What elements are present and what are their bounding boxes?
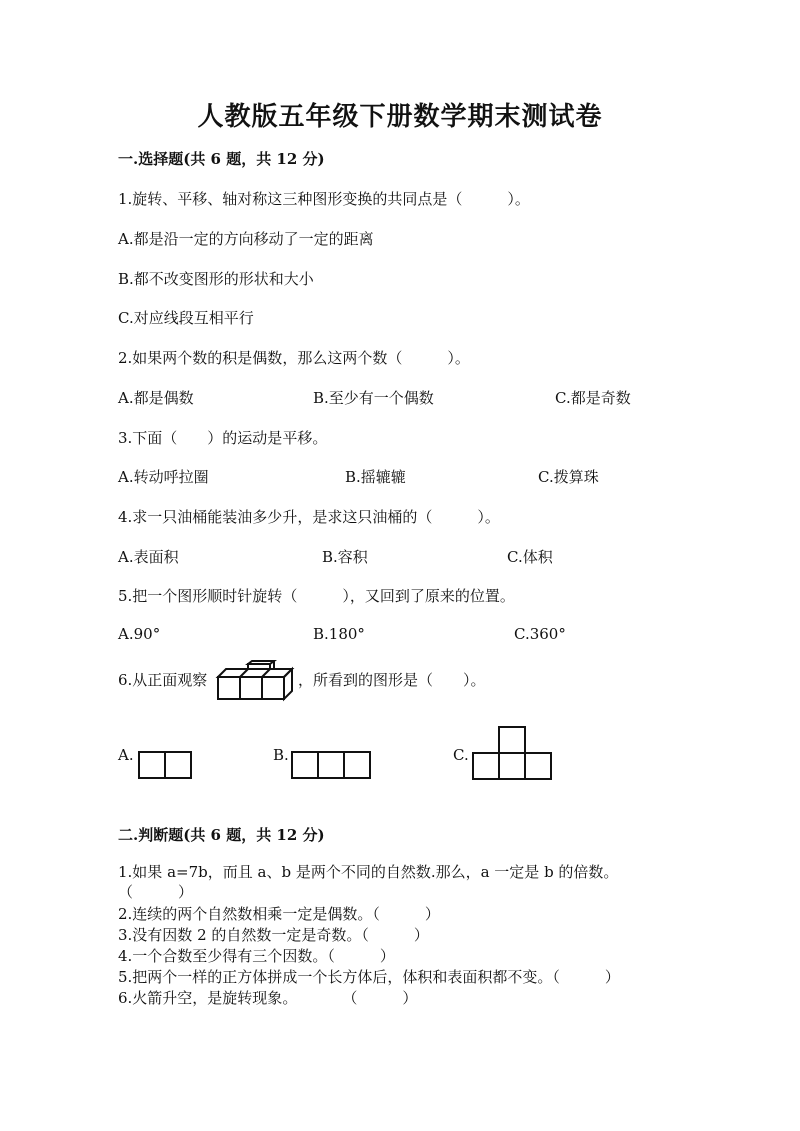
question-4-option-b: B.容积: [322, 548, 368, 566]
question-6-stem-end: ，所看到的图形是（ ）。: [298, 671, 486, 689]
question-6-option-b: B.: [273, 746, 289, 764]
question-1-option-c: C.对应线段互相平行: [118, 309, 254, 327]
question-5-option-a: A.90°: [118, 625, 161, 643]
question-4-stem: 4.求一只油桶能装油多少升，是求这只油桶的（ ）。: [118, 508, 500, 526]
option-b-figure: [291, 751, 371, 779]
cube-stack-figure: [216, 663, 296, 703]
question-4-option-a: A.表面积: [118, 548, 179, 566]
option-a-figure: [138, 751, 192, 779]
question-3-stem: 3.下面（ ）的运动是平移。: [118, 429, 328, 447]
judge-item-4: 4.一个合数至少得有三个因数。（ ）: [118, 947, 395, 965]
section-heading-judgement: 二.判断题(共 6 题，共 12 分): [118, 826, 325, 844]
question-1-option-a: A.都是沿一定的方向移动了一定的距离: [118, 230, 374, 248]
page-title: 人教版五年级下册数学期末测试卷: [197, 102, 603, 132]
judge-item-5: 5.把两个一样的正方体拼成一个长方体后，体积和表面积都不变。（ ）: [118, 968, 620, 986]
question-2-option-b: B.至少有一个偶数: [313, 389, 434, 407]
question-1-stem: 1.旋转、平移、轴对称这三种图形变换的共同点是（ ）。: [118, 190, 530, 208]
question-2-option-a: A.都是偶数: [118, 389, 194, 407]
judge-item-3: 3.没有因数 2 的自然数一定是奇数。（ ）: [118, 926, 429, 944]
section-heading-choice: 一.选择题(共 6 题，共 12 分): [118, 150, 325, 168]
question-5-stem: 5.把一个图形顺时针旋转（ ），又回到了原来的位置。: [118, 587, 515, 605]
judge-item-2: 2.连续的两个自然数相乘一定是偶数。（ ）: [118, 905, 440, 923]
question-5-option-c: C.360°: [514, 625, 566, 643]
question-6-option-a: A.: [118, 746, 134, 764]
question-3-option-b: B.摇辘辘: [345, 468, 406, 486]
question-1-option-b: B.都不改变图形的形状和大小: [118, 270, 314, 288]
question-3-option-c: C.拨算珠: [538, 468, 599, 486]
judge-item-6: 6.火箭升空，是旋转现象。 （ ）: [118, 989, 418, 1007]
question-2-stem: 2.如果两个数的积是偶数，那么这两个数（ ）。: [118, 349, 470, 367]
judge-item-1-blank: （ ）: [118, 883, 194, 901]
question-6-stem-start: 6.从正面观察: [118, 671, 208, 689]
question-5-option-b: B.180°: [313, 625, 365, 643]
question-6-option-c: C.: [453, 746, 469, 764]
judge-item-1: 1.如果 a=7b，而且 a、b 是两个不同的自然数.那么，a 一定是 b 的倍数。: [118, 863, 619, 881]
question-3-option-a: A.转动呼拉圈: [118, 468, 209, 486]
option-c-figure: [472, 726, 552, 780]
question-2-option-c: C.都是奇数: [555, 389, 631, 407]
question-4-option-c: C.体积: [507, 548, 553, 566]
